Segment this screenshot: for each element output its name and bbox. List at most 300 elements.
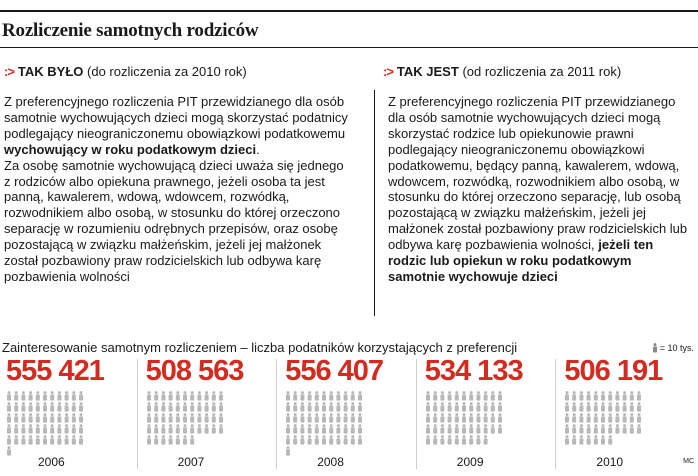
person-icon — [147, 413, 151, 423]
person-icon — [351, 402, 355, 412]
group-separator — [416, 359, 417, 469]
person-icon — [587, 413, 591, 423]
person-icon — [301, 435, 305, 445]
person-icon — [358, 435, 362, 445]
title-rule — [0, 47, 698, 48]
person-icon — [447, 402, 451, 412]
person-icon — [440, 391, 444, 401]
person-icon — [175, 413, 179, 423]
person-icon — [21, 424, 25, 434]
person-icon — [219, 413, 223, 423]
person-icon — [609, 424, 613, 434]
person-icon — [483, 435, 487, 445]
person-icon — [433, 391, 437, 401]
person-icon — [469, 413, 473, 423]
year-label-2009: 2009 — [456, 455, 484, 469]
person-icon — [601, 391, 605, 401]
person-icon — [601, 424, 605, 434]
person-icon — [455, 435, 459, 445]
person-icon — [337, 413, 341, 423]
bullet-arrow-icon: :> — [383, 64, 393, 79]
person-icon — [426, 424, 430, 434]
person-icon — [623, 391, 627, 401]
person-icon — [351, 435, 355, 445]
value-label-2009: 534 133 — [424, 355, 523, 387]
person-icon — [7, 413, 11, 423]
person-icon — [50, 435, 54, 445]
person-icon — [29, 424, 33, 434]
person-icon — [190, 435, 194, 445]
person-icon — [183, 402, 187, 412]
person-icon — [36, 435, 40, 445]
person-icon — [637, 413, 641, 423]
person-icon — [315, 424, 319, 434]
column-divider — [374, 90, 375, 316]
person-icon — [426, 435, 430, 445]
person-icon — [204, 391, 208, 401]
person-icon — [483, 391, 487, 401]
left-column-text — [4, 94, 349, 285]
person-icon — [197, 391, 201, 401]
left-heading-strong: TAK BYŁO — [17, 64, 84, 79]
person-icon — [36, 424, 40, 434]
person-icon — [161, 435, 165, 445]
person-icon — [197, 402, 201, 412]
group-separator — [555, 359, 556, 469]
right-column-heading — [383, 64, 621, 79]
person-icon — [440, 424, 444, 434]
person-icon — [301, 424, 305, 434]
person-icon — [498, 413, 502, 423]
value-label-2007: 508 563 — [145, 355, 244, 387]
person-icon — [175, 424, 179, 434]
person-icon — [455, 413, 459, 423]
person-icon — [447, 424, 451, 434]
person-icon — [168, 413, 172, 423]
person-icon — [455, 424, 459, 434]
legend-text: = 10 tys. — [659, 343, 694, 353]
right-paragraph-1: Z preferencyjnego rozliczenia PIT przewidzianego dla osób samotnie wychowujących dzieci mogą skorzystać rodzice lub opiekunowie prawni podlegający nieograniczonemu obowiązkowi podatkowemu, będący panną, kawalerem, wdową, wdowcem, rozwódką, rozwodnikiem albo osobą, w stosunku do której orzeczono separację, lub osobą pozostającą w związku małżeńskim, jeżeli jej małżonek został pozbawiony praw rodzicielskich lub odbywa karę pozbawienia wolności, jeżeli ten rodzic lub opiekun w roku podatkowym samotnie wychowuje dzieci — [388, 94, 688, 284]
person-icon — [469, 391, 473, 401]
person-icon — [211, 402, 215, 412]
person-icon — [301, 391, 305, 401]
person-icon — [358, 402, 362, 412]
person-icon — [315, 413, 319, 423]
person-icon — [462, 424, 466, 434]
person-icon — [154, 413, 158, 423]
person-icon — [308, 413, 312, 423]
person-icon — [322, 391, 326, 401]
credit: MC — [683, 458, 694, 465]
person-icon — [637, 402, 641, 412]
person-icon — [147, 402, 151, 412]
person-icon — [43, 413, 47, 423]
person-icon — [344, 435, 348, 445]
person-icon — [286, 424, 290, 434]
person-icon — [65, 402, 69, 412]
person-icon — [204, 413, 208, 423]
year-label-2006: 2006 — [38, 455, 65, 469]
person-icon — [43, 435, 47, 445]
person-icon — [440, 435, 444, 445]
person-icon — [183, 391, 187, 401]
person-icon — [565, 391, 569, 401]
person-icon — [183, 424, 187, 434]
person-icon — [29, 391, 33, 401]
person-icon — [161, 391, 165, 401]
person-icon — [637, 391, 641, 401]
person-icon — [440, 413, 444, 423]
person-icon — [29, 435, 33, 445]
person-icon — [351, 413, 355, 423]
value-label-2010: 506 191 — [564, 355, 663, 387]
person-icon — [154, 424, 158, 434]
person-icon — [161, 424, 165, 434]
value-label-2008: 556 407 — [285, 355, 384, 387]
person-icon — [594, 435, 598, 445]
person-icon — [65, 413, 69, 423]
person-icon — [337, 424, 341, 434]
person-icon — [623, 402, 627, 412]
person-icon — [211, 413, 215, 423]
person-icon — [601, 435, 605, 445]
person-icon — [462, 413, 466, 423]
person-icon — [315, 435, 319, 445]
person-icon — [565, 424, 569, 434]
person-icon — [476, 402, 480, 412]
person-icon — [168, 435, 172, 445]
person-icon — [498, 391, 502, 401]
person-icon — [358, 413, 362, 423]
person-icon — [7, 402, 11, 412]
right-column-text — [388, 94, 688, 285]
person-icon — [483, 402, 487, 412]
person-icon — [358, 424, 362, 434]
value-label-2006: 555 421 — [6, 355, 104, 387]
person-icon — [652, 343, 658, 353]
person-icon — [286, 446, 290, 456]
person-icon — [322, 402, 326, 412]
person-icon — [580, 391, 584, 401]
person-icon — [426, 391, 430, 401]
person-icon — [322, 413, 326, 423]
person-icon — [168, 391, 172, 401]
person-icon — [469, 402, 473, 412]
person-icon — [29, 402, 33, 412]
person-icon — [7, 446, 11, 456]
person-icon — [426, 402, 430, 412]
person-icon — [190, 413, 194, 423]
person-icon — [433, 402, 437, 412]
person-icon — [601, 413, 605, 423]
person-icon — [21, 413, 25, 423]
right-heading-strong: TAK JEST — [396, 64, 459, 79]
person-icon — [29, 413, 33, 423]
person-icon — [476, 435, 480, 445]
person-icon — [580, 435, 584, 445]
person-icon — [491, 424, 495, 434]
person-icon — [57, 391, 61, 401]
person-icon — [344, 402, 348, 412]
person-icon — [616, 424, 620, 434]
person-icon — [36, 391, 40, 401]
person-icon — [483, 413, 487, 423]
person-icon — [609, 402, 613, 412]
person-icon — [190, 402, 194, 412]
person-icon — [219, 402, 223, 412]
person-icon — [455, 402, 459, 412]
person-icon — [147, 391, 151, 401]
person-icon — [580, 402, 584, 412]
person-icon — [344, 413, 348, 423]
person-icon — [79, 424, 83, 434]
person-icon — [637, 424, 641, 434]
right-heading-rest: (od rozliczenia za 2011 rok) — [462, 64, 622, 79]
person-icon — [301, 402, 305, 412]
person-icon — [433, 413, 437, 423]
person-icon — [573, 424, 577, 434]
person-icon — [21, 391, 25, 401]
person-icon — [344, 391, 348, 401]
person-icon — [43, 391, 47, 401]
person-icon — [79, 435, 83, 445]
person-icon — [161, 413, 165, 423]
person-icon — [57, 435, 61, 445]
person-icon — [433, 424, 437, 434]
person-icon — [498, 402, 502, 412]
person-icon — [36, 413, 40, 423]
person-icon — [197, 424, 201, 434]
person-icon — [65, 435, 69, 445]
person-icon — [43, 402, 47, 412]
person-icon — [322, 435, 326, 445]
person-icon — [476, 391, 480, 401]
person-icon — [211, 391, 215, 401]
person-icon — [72, 424, 76, 434]
person-icon — [211, 424, 215, 434]
year-label-2007: 2007 — [177, 455, 205, 469]
person-icon — [308, 391, 312, 401]
person-icon — [455, 391, 459, 401]
person-icon — [72, 413, 76, 423]
person-icon — [72, 391, 76, 401]
person-icon — [168, 402, 172, 412]
left-paragraph-2: Za osobę samotnie wychowującą dzieci uważa się jednego z rodziców albo opiekuna prawnego, jeżeli osoba ta jest panną, kawalerem, wdową, wdowcem, rozwódką, rozwodnikiem albo osobą, w stosunku do której orzeczono separację w rozumieniu odrębnych przepisów, oraz osobę pozostającą w związku małżeńskim, jeżeli jej małżonek został pozbawiony praw rodzicielskich lub odbywa karę pozbawienia wolności — [4, 157, 344, 284]
person-icon — [601, 402, 605, 412]
person-icon — [462, 391, 466, 401]
group-separator — [276, 359, 277, 469]
person-icon — [587, 402, 591, 412]
person-icon — [175, 435, 179, 445]
person-icon — [14, 402, 18, 412]
person-icon — [293, 435, 297, 445]
person-icon — [630, 413, 634, 423]
person-icon — [79, 402, 83, 412]
person-icon — [286, 391, 290, 401]
taxpayer-chart — [0, 355, 698, 469]
person-icon — [308, 435, 312, 445]
person-icon — [573, 435, 577, 445]
person-icon — [43, 424, 47, 434]
person-icon — [594, 424, 598, 434]
person-icon — [14, 424, 18, 434]
person-icon — [154, 402, 158, 412]
person-icon — [308, 402, 312, 412]
person-icon — [147, 424, 151, 434]
person-icon — [14, 435, 18, 445]
person-icon — [580, 413, 584, 423]
person-icon — [50, 391, 54, 401]
pictogram-2008 — [285, 391, 364, 457]
person-icon — [50, 402, 54, 412]
person-icon — [623, 424, 627, 434]
person-icon — [351, 391, 355, 401]
person-icon — [175, 402, 179, 412]
person-icon — [351, 424, 355, 434]
person-icon — [21, 402, 25, 412]
person-icon — [491, 413, 495, 423]
person-icon — [329, 402, 333, 412]
person-icon — [594, 413, 598, 423]
person-icon — [329, 424, 333, 434]
person-icon — [476, 424, 480, 434]
left-heading-rest: (do rozliczenia za 2010 rok) — [87, 64, 247, 79]
person-icon — [447, 435, 451, 445]
person-icon — [462, 435, 466, 445]
person-icon — [154, 435, 158, 445]
person-icon — [630, 424, 634, 434]
person-icon — [315, 402, 319, 412]
person-icon — [491, 402, 495, 412]
person-icon — [616, 413, 620, 423]
person-icon — [315, 391, 319, 401]
person-icon — [447, 391, 451, 401]
person-icon — [609, 435, 613, 445]
year-label-2008: 2008 — [317, 455, 344, 469]
person-icon — [57, 424, 61, 434]
person-icon — [426, 413, 430, 423]
person-icon — [616, 402, 620, 412]
pictogram-2010 — [564, 391, 643, 446]
person-icon — [469, 424, 473, 434]
person-icon — [50, 424, 54, 434]
left-paragraph-1: Z preferencyjnego rozliczenia PIT przewidzianego dla osób samotnie wychowujących dzieci mogą skorzystać podatnicy podlegający nieograniczonemu obowiązkowi podatkowemu wychowujący w roku podatkowym dzieci. — [4, 94, 348, 157]
person-icon — [50, 413, 54, 423]
left-column-heading — [4, 64, 247, 79]
person-icon — [580, 424, 584, 434]
person-icon — [476, 413, 480, 423]
pictogram-2006 — [6, 391, 85, 457]
person-icon — [587, 424, 591, 434]
person-icon — [175, 391, 179, 401]
group-separator — [137, 359, 138, 469]
person-icon — [65, 424, 69, 434]
person-icon — [329, 413, 333, 423]
person-icon — [154, 391, 158, 401]
chart-legend — [652, 343, 694, 353]
person-icon — [65, 391, 69, 401]
person-icon — [293, 402, 297, 412]
person-icon — [565, 402, 569, 412]
person-icon — [447, 413, 451, 423]
person-icon — [286, 402, 290, 412]
person-icon — [630, 402, 634, 412]
person-icon — [433, 435, 437, 445]
person-icon — [469, 435, 473, 445]
person-icon — [483, 424, 487, 434]
person-icon — [358, 391, 362, 401]
person-icon — [308, 424, 312, 434]
person-icon — [587, 435, 591, 445]
person-icon — [21, 435, 25, 445]
person-icon — [609, 391, 613, 401]
person-icon — [168, 424, 172, 434]
person-icon — [161, 402, 165, 412]
person-icon — [197, 413, 201, 423]
person-icon — [183, 435, 187, 445]
person-icon — [594, 402, 598, 412]
person-icon — [623, 413, 627, 423]
person-icon — [462, 402, 466, 412]
person-icon — [573, 402, 577, 412]
person-icon — [565, 435, 569, 445]
person-icon — [219, 391, 223, 401]
person-icon — [573, 391, 577, 401]
person-icon — [630, 391, 634, 401]
chart-title: Zainteresowanie samotnym rozliczeniem – liczba podatników korzystających z preferencji — [2, 340, 518, 355]
person-icon — [609, 413, 613, 423]
person-icon — [79, 391, 83, 401]
page-title: Rozliczenie samotnych rodziców — [2, 20, 259, 41]
person-icon — [14, 391, 18, 401]
person-icon — [204, 424, 208, 434]
person-icon — [72, 402, 76, 412]
person-icon — [57, 413, 61, 423]
person-icon — [322, 424, 326, 434]
person-icon — [573, 413, 577, 423]
person-icon — [301, 413, 305, 423]
person-icon — [219, 424, 223, 434]
person-icon — [14, 413, 18, 423]
person-icon — [72, 435, 76, 445]
person-icon — [286, 435, 290, 445]
person-icon — [7, 435, 11, 445]
person-icon — [337, 435, 341, 445]
person-icon — [344, 424, 348, 434]
person-icon — [337, 391, 341, 401]
person-icon — [286, 413, 290, 423]
person-icon — [293, 424, 297, 434]
top-rule — [0, 10, 698, 12]
person-icon — [183, 413, 187, 423]
person-icon — [616, 391, 620, 401]
person-icon — [79, 413, 83, 423]
person-icon — [190, 424, 194, 434]
person-icon — [204, 402, 208, 412]
person-icon — [57, 402, 61, 412]
person-icon — [190, 391, 194, 401]
person-icon — [587, 391, 591, 401]
pictogram-2009 — [425, 391, 504, 446]
person-icon — [329, 435, 333, 445]
person-icon — [7, 424, 11, 434]
person-icon — [293, 391, 297, 401]
person-icon — [7, 391, 11, 401]
person-icon — [565, 413, 569, 423]
person-icon — [594, 391, 598, 401]
pictogram-2007 — [146, 391, 225, 446]
person-icon — [337, 402, 341, 412]
